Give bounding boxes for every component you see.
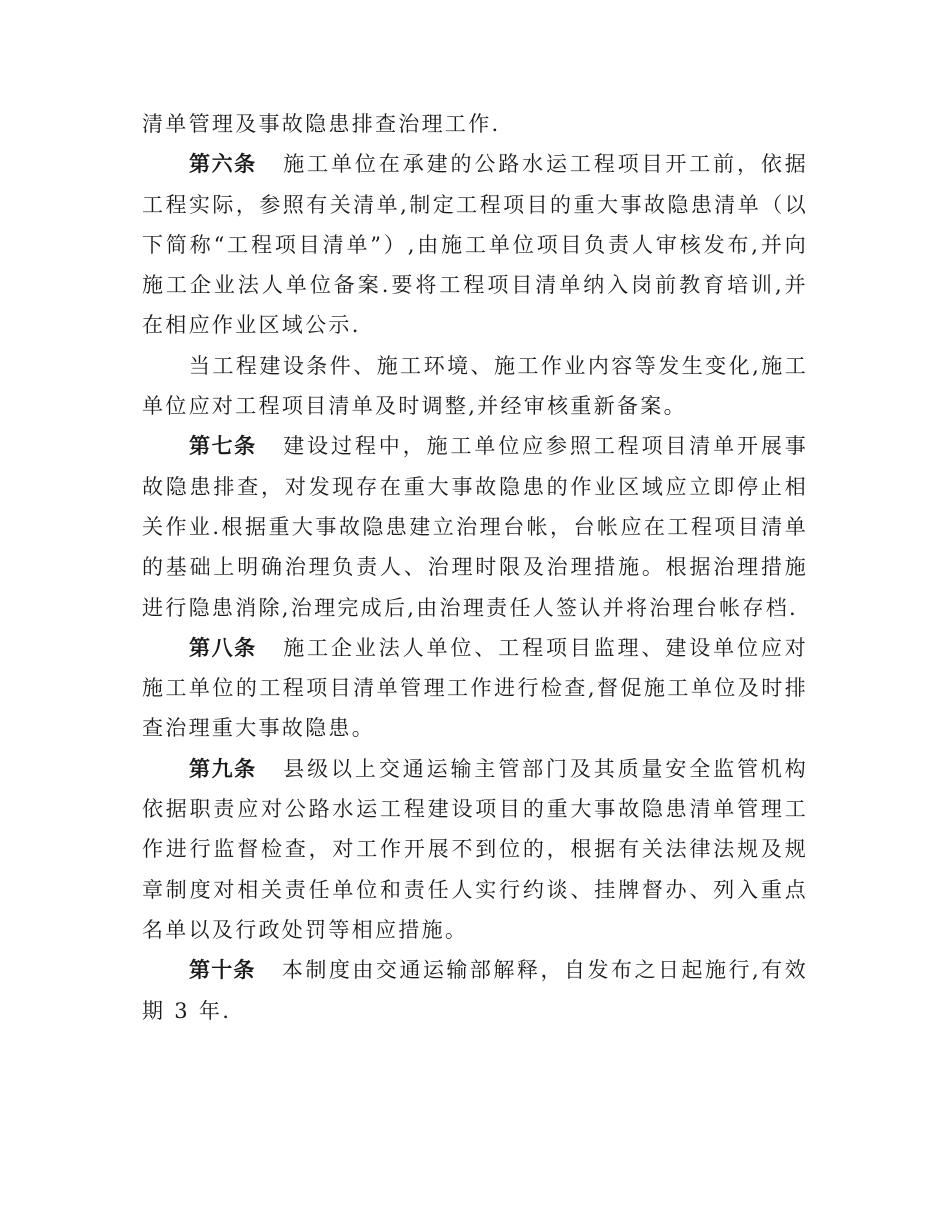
paragraph-continuation xyxy=(142,104,808,144)
paragraph-text: 清单管理及事故隐患排查治理工作. xyxy=(142,112,501,136)
article-9 xyxy=(142,749,808,950)
article-text: 本制度由交通运输部解释，自发布之日起施行,有效期 3 年. xyxy=(142,958,809,1023)
document-body xyxy=(142,104,808,1031)
article-text: 县级以上交通运输主管部门及其质量安全监管机构依据职责应对公路水运工程建设项目的重大事故隐患清单管理工作进行监督检查，对工作开展不到位的，根据有关法律法规及规章制度对相关责任单位和责任人实行约谈、挂牌督办、列入重点名单以及行政处罚等相应措施。 xyxy=(142,756,808,942)
article-number: 第十条 xyxy=(189,958,256,983)
paragraph-text: 当工程建设条件、施工环境、施工作业内容等发生变化,施工单位应对工程项目清单及时调整,并经审核重新备案。 xyxy=(142,353,808,419)
article-7 xyxy=(142,426,808,627)
article-text: 建设过程中，施工单位应参照工程项目清单开展事故隐患排查，对发现存在重大事故隐患的作业区域应立即停止相关作业.根据重大事故隐患建立治理台帐，台帐应在工程项目清单的基础上明确治理负责人、治理时限及治理措施。根据治理措施进行隐患消除,治理完成后,由治理责任人签认并将治理台帐存档. xyxy=(142,434,808,620)
article-number: 第八条 xyxy=(189,635,257,660)
article-text: 施工单位在承建的公路水运工程项目开工前，依据工程实际，参照有关清单,制定工程项目的重大事故隐患清单（以下简称“工程项目清单”）,由施工单位项目负责人审核发布,并向施工企业法人单位备案.要将工程项目清单纳入岗前教育培训,并在相应作业区域公示. xyxy=(142,152,808,338)
article-8 xyxy=(142,628,808,749)
article-6-paragraph-2 xyxy=(142,346,808,427)
article-10 xyxy=(142,950,808,1031)
article-6 xyxy=(142,144,808,345)
article-text: 施工企业法人单位、工程项目监理、建设单位应对施工单位的工程项目清单管理工作进行检查,督促施工单位及时排查治理重大事故隐患。 xyxy=(142,635,808,741)
article-number: 第九条 xyxy=(189,756,257,781)
article-number: 第六条 xyxy=(189,152,257,177)
article-number: 第七条 xyxy=(189,434,257,459)
